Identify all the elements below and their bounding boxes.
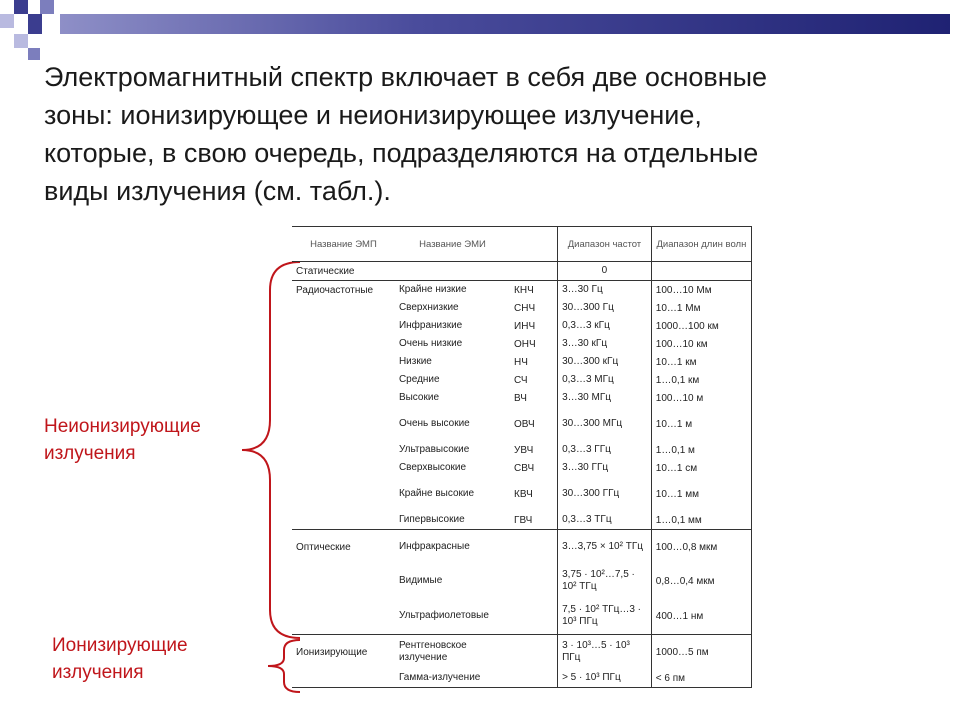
- table-cell-freq: 30…300 Гц: [558, 299, 652, 317]
- table-cell-name: Очень низкие: [398, 338, 463, 349]
- header-cell: Диапазон частот: [558, 227, 652, 262]
- table-cell-group: Оптические: [292, 530, 395, 565]
- header-cell: Диапазон длин волн: [651, 227, 751, 262]
- table-cell-abbr: НЧ: [514, 356, 528, 368]
- table-cell-abbr: [510, 530, 558, 565]
- table-cell-name: Гипервысокие: [398, 514, 465, 525]
- table-cell-group: [292, 511, 395, 530]
- table-cell-freq: 0: [558, 262, 652, 281]
- table-cell-group: [292, 371, 395, 389]
- table-cell-name: Очень высокие: [398, 418, 470, 429]
- table-cell-freq: 3…30 ГГц: [558, 459, 652, 477]
- table-row: [292, 407, 752, 441]
- table-cell-group: Ионизирующие: [292, 635, 395, 670]
- table-cell-wave: 1…0,1 м: [651, 441, 751, 459]
- table-cell-name: [395, 262, 510, 281]
- table-cell-freq: 0,3…3 ТГц: [558, 511, 652, 530]
- table-cell-name: Сверхвысокие: [398, 462, 467, 473]
- table-cell-group: [292, 564, 395, 598]
- table-cell-group: Статические: [296, 265, 355, 277]
- table-row: [292, 441, 752, 459]
- table-cell-abbr: СВЧ: [514, 462, 535, 474]
- table-cell-freq: 3…30 МГц: [558, 389, 652, 407]
- table-cell-name: Видимые: [398, 575, 443, 586]
- table-cell-wave: < 6 пм: [651, 669, 751, 688]
- table-cell-freq: 30…300 кГц: [558, 353, 652, 371]
- table-cell-abbr: КНЧ: [510, 281, 558, 300]
- table-cell-freq: 3…30 кГц: [558, 335, 652, 353]
- table-cell-freq: 30…300 МГц: [558, 407, 652, 441]
- table-row: [292, 511, 752, 530]
- table-header-row: [292, 227, 752, 262]
- table-cell-abbr: ИНЧ: [514, 320, 536, 332]
- table-cell-name: Инфранизкие: [398, 320, 463, 331]
- table-cell-wave: 100…0,8 мкм: [651, 530, 751, 565]
- table-cell-group: [292, 389, 395, 407]
- table-cell-freq: 30…300 ГГц: [558, 477, 652, 511]
- table-cell-group: [292, 317, 395, 335]
- table-row: [292, 262, 752, 281]
- table-cell-abbr: [510, 635, 558, 670]
- table-cell-abbr: ГВЧ: [514, 514, 533, 526]
- table-cell-freq: 3…30 Гц: [558, 281, 652, 300]
- table-cell-name: Средние: [398, 374, 440, 385]
- table-cell-abbr: [510, 262, 558, 281]
- table-cell-group: [292, 353, 395, 371]
- table-cell-freq: 3,75 · 10²…7,5 · 10² ТГц: [558, 564, 652, 598]
- table-cell-wave: 10…1 Мм: [651, 299, 751, 317]
- table-row: [292, 335, 752, 353]
- table-cell-group: [292, 299, 395, 317]
- table-cell-freq: 0,3…3 кГц: [558, 317, 652, 335]
- intro-line: Электромагнитный спектр включает в себя две основные: [44, 62, 768, 92]
- table-cell-freq: > 5 · 10³ ПГц: [558, 669, 652, 688]
- header-cell: Название ЭМП: [292, 227, 395, 262]
- table-cell-wave: 100…10 м: [651, 389, 751, 407]
- table-cell-group: Радиочастотные: [292, 281, 395, 300]
- table-cell-name: Ультравысокие: [398, 444, 470, 455]
- table-cell-wave: 10…1 км: [651, 353, 751, 371]
- table-cell-wave: 0,8…0,4 мкм: [651, 564, 751, 598]
- table-cell-name: Ультрафиолетовые: [398, 610, 489, 621]
- table-row: [292, 669, 752, 688]
- table-cell-abbr: ОНЧ: [514, 338, 536, 350]
- spectrum-table: [292, 226, 752, 688]
- table-cell-abbr: [510, 564, 558, 598]
- table-cell-abbr: СНЧ: [514, 302, 536, 314]
- table-cell-wave: 10…1 см: [651, 459, 751, 477]
- table-cell-group: [292, 407, 395, 441]
- table-cell-freq: 7,5 · 10² ТГц…3 · 10³ ПГц: [558, 598, 652, 635]
- table-cell-group: [292, 335, 395, 353]
- table-cell-wave: 1000…5 пм: [651, 635, 751, 670]
- ionizing-label: Ионизирующие излучения: [52, 635, 188, 683]
- table-cell-name: Низкие: [398, 356, 432, 367]
- table-cell-wave: 1000…100 км: [651, 317, 751, 335]
- table-row: [292, 317, 752, 335]
- spectrum-table-body: [292, 227, 752, 688]
- table-row: [292, 353, 752, 371]
- table-row: [292, 598, 752, 635]
- intro-line: зоны: ионизирующее и неионизирующее излучение,: [44, 100, 702, 130]
- table-cell-wave: 1…0,1 км: [651, 371, 751, 389]
- table-cell-name: Гамма-излучение: [395, 669, 510, 688]
- table-cell-name: Рентгеновское излучение: [395, 635, 510, 670]
- table-row: [292, 281, 752, 300]
- table-row: [292, 389, 752, 407]
- table-cell-group: [292, 598, 395, 635]
- table-cell-group: [292, 477, 395, 511]
- intro-line: которые, в свою очередь, подразделяются на отдельные: [44, 138, 759, 168]
- table-cell-abbr: УВЧ: [514, 444, 534, 456]
- header-cell: [510, 227, 558, 262]
- table-row: [292, 564, 752, 598]
- table-row: [292, 459, 752, 477]
- table-cell-freq: 0,3…3 МГц: [558, 371, 652, 389]
- table-cell-name: Крайне высокие: [398, 488, 475, 499]
- nonionizing-label: Неионизирующие излучения: [44, 416, 201, 464]
- table-cell-name: Сверхнизкие: [398, 302, 459, 313]
- table-cell-wave: 100…10 км: [651, 335, 751, 353]
- table-row: [292, 371, 752, 389]
- table-cell-wave: 10…1 мм: [651, 477, 751, 511]
- table-cell-group: [292, 669, 395, 688]
- table-cell-wave: 1…0,1 мм: [651, 511, 751, 530]
- table-cell-abbr: КВЧ: [514, 488, 533, 500]
- table-row: [292, 299, 752, 317]
- table-cell-wave: 100…10 Мм: [651, 281, 751, 300]
- table-cell-wave: 10…1 м: [651, 407, 751, 441]
- table-cell-group: [292, 441, 395, 459]
- table-cell-abbr: ВЧ: [514, 392, 527, 404]
- table-cell-freq: 3 · 10³…5 · 10³ ПГц: [558, 635, 652, 670]
- table-cell-abbr: ОВЧ: [514, 418, 535, 430]
- table-cell-wave: 400…1 нм: [651, 598, 751, 635]
- table-cell-freq: 0,3…3 ГГц: [558, 441, 652, 459]
- table-cell-name: Крайне низкие: [395, 281, 510, 300]
- table-cell-abbr: [510, 669, 558, 688]
- table-cell-abbr: СЧ: [514, 374, 528, 386]
- table-row: [292, 477, 752, 511]
- table-cell-group: [292, 459, 395, 477]
- header-cell: Название ЭМИ: [395, 227, 510, 262]
- table-cell-name: Высокие: [398, 392, 440, 403]
- table-cell-name: Инфракрасные: [395, 530, 510, 565]
- table-cell-wave: [651, 262, 751, 281]
- table-cell-freq: 3…3,75 × 10² ТГц: [558, 530, 652, 565]
- table-row: [292, 635, 752, 670]
- intro-line: виды излучения (см. табл.).: [44, 176, 391, 206]
- table-row: [292, 530, 752, 565]
- table-cell-abbr: [510, 598, 558, 635]
